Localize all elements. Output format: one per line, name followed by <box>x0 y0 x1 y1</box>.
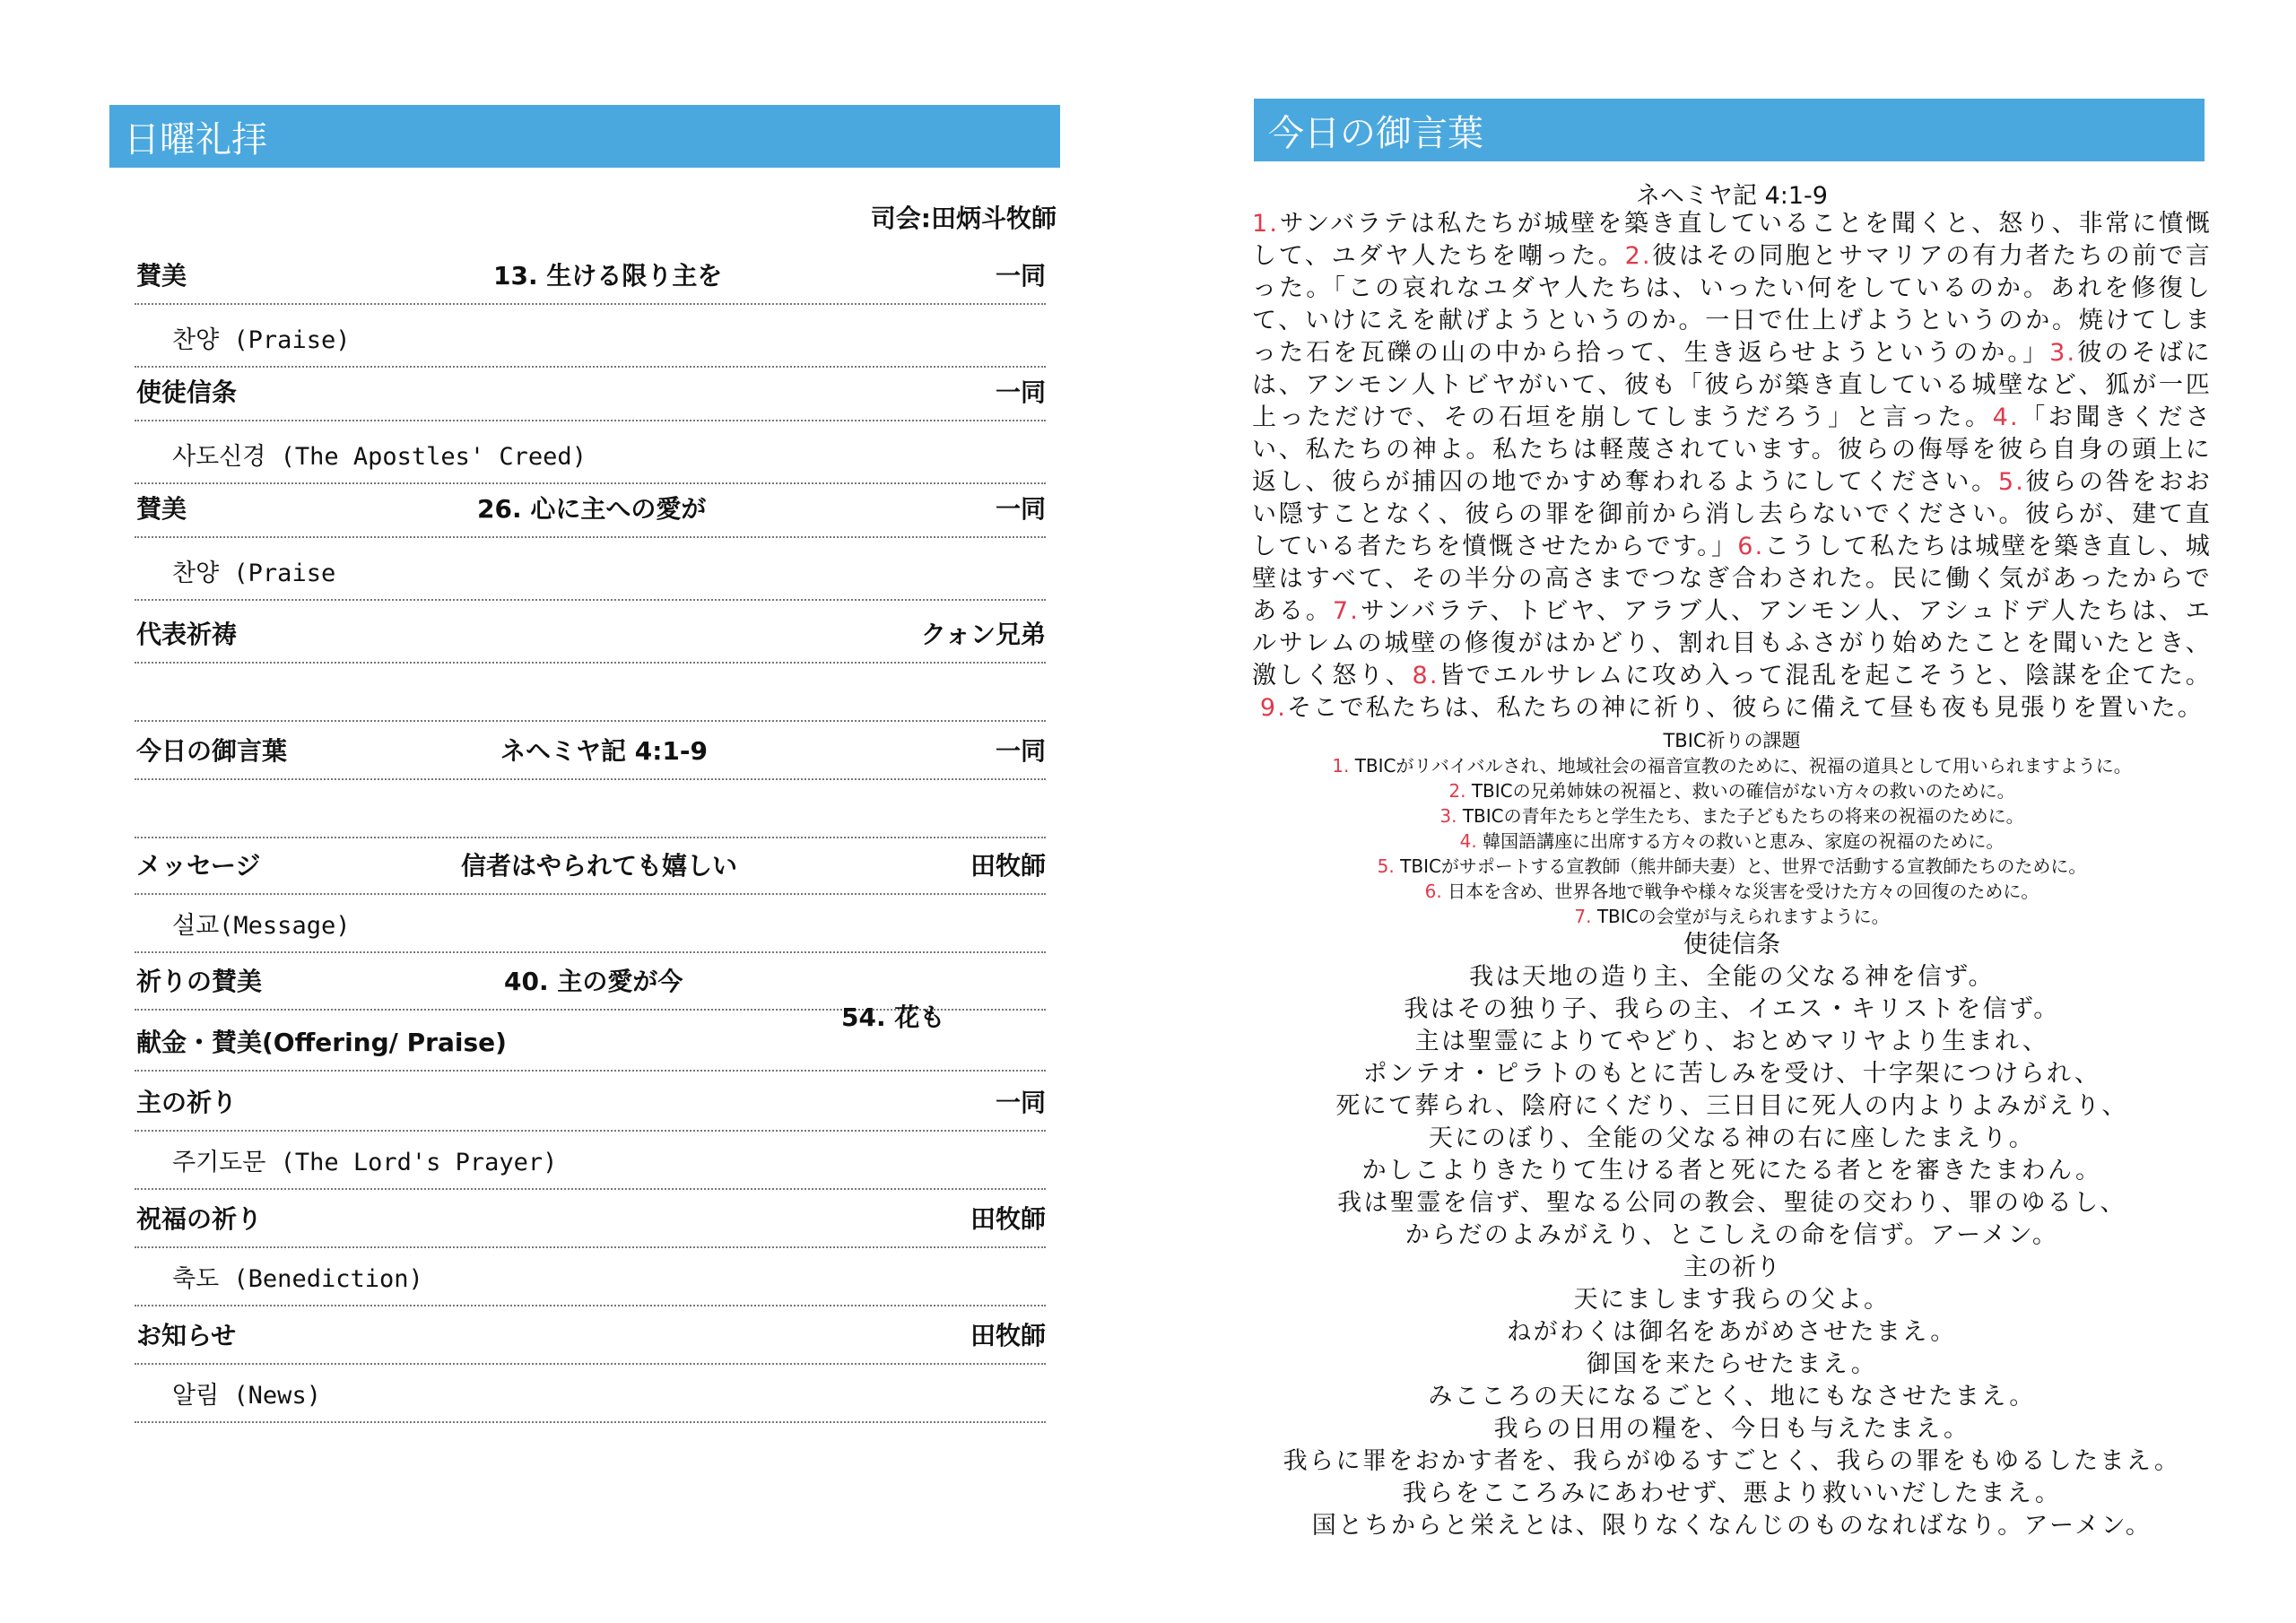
order-item-detail: 54. 花も <box>841 1002 945 1032</box>
verse-number: 6. <box>1737 533 1765 560</box>
order-row <box>135 251 1046 305</box>
lords-prayer-line: ねがわくは御名をあがめさせたまえ。 <box>1507 1318 1957 1346</box>
order-row <box>135 1309 1046 1365</box>
verse-text: 彼のそばには、アンモン人トビヤがいて、彼も「彼らが築き直している城壁など、狐が一匹上っただけで、その石垣を崩してしまうだろう」と言った。 <box>1252 339 2212 431</box>
prayer-number: 2. <box>1448 780 1466 802</box>
prayer-requests-title: TBIC祈りの課題 <box>1663 730 1801 751</box>
order-item-leader: 田牧師 <box>970 851 1046 881</box>
order-row <box>135 425 1046 484</box>
prayer-item <box>1252 904 2212 929</box>
prayer-item <box>1252 829 2212 854</box>
order-row <box>135 783 1046 838</box>
verse-number: 7. <box>1332 597 1361 625</box>
prayer-item <box>1252 803 2212 829</box>
order-item-detail: 信者はやられても嬉しい <box>461 851 738 881</box>
order-item-subtitle: 찬양 (Praise <box>172 560 336 587</box>
lords-prayer-line: 国とちからと栄えとは、限りなくなんじのものなればなり。アーメン。 <box>1311 1512 2152 1540</box>
order-row <box>135 898 1046 953</box>
order-item-leader: クォン兄弟 <box>920 620 1046 649</box>
order-row <box>135 1002 1046 1072</box>
creed-text <box>1252 961 2212 1252</box>
prayer-requests-list <box>1252 753 2212 929</box>
verse-text: そこで私たちは、私たちの神に祈り、彼らに備えて昼も夜も見張りを置いた。 <box>1287 694 2205 722</box>
right-column <box>1252 176 2212 1542</box>
creed-line: 我は聖霊を信ず、聖なる公同の教会、聖徒の交わり、罪のゆるし、 <box>1337 1189 2126 1217</box>
order-item-subtitle: 축도 (Benediction) <box>172 1265 423 1293</box>
creed-title: 使徒信条 <box>1683 931 1780 959</box>
prayer-text: 日本を含め、世界各地で戦争や様々な災害を受けた方々の回復のために。 <box>1448 881 2039 902</box>
creed-line: 死にて葬られ、陰府にくだり、三日目に死人の内よりよみがえり、 <box>1335 1092 2128 1120</box>
order-item-detail: 40. 主の愛が今 <box>504 967 683 996</box>
prayer-number: 1. <box>1332 755 1350 777</box>
prayer-text: TBICがサポートする宣教師（熊井師夫妻）と、世界で活動する宣教師たちのために。 <box>1400 855 2087 877</box>
order-row <box>135 1076 1046 1132</box>
prayer-text: TBICの青年たちと学生たち、また子どもたちの将来の祝福のために。 <box>1462 805 2024 827</box>
prayer-item <box>1252 753 2212 778</box>
order-item-leader: 一同 <box>995 494 1046 524</box>
prayer-text: TBICがリバイバルされ、地域社会の福音宣教のために、祝福の道具として用いられますように。 <box>1354 755 2132 777</box>
order-item-subtitle: 사도신경 (The Apostles' Creed) <box>172 443 587 471</box>
verse-text: 「お聞きください、私たちの神よ。私たちは軽蔑されています。彼らの侮辱を彼ら自身の頭上に返し、彼らが捕囚の地でかすめ奪われるようにしてください。 <box>1252 404 2213 496</box>
order-item-detail: 26. 心に主への愛が <box>477 494 707 524</box>
lords-prayer-line: 天にまします我らの父よ。 <box>1573 1286 1891 1314</box>
order-row <box>135 1134 1046 1190</box>
order-item-leader: 一同 <box>995 378 1046 407</box>
verse-number: 2. <box>1624 242 1652 270</box>
verse-number: 5. <box>1997 468 2026 496</box>
order-item-title: 祈りの賛美 <box>136 967 263 996</box>
scripture-text <box>1252 208 2212 725</box>
order-item-leader: 一同 <box>995 736 1046 766</box>
order-row <box>135 604 1046 664</box>
order-item-title: メッセージ <box>136 851 261 881</box>
lords-prayer-line: 我らをこころみにあわせず、悪より救いいだしたまえ。 <box>1402 1480 2062 1507</box>
order-item-title: 祝福の祈り <box>136 1204 263 1234</box>
prayer-text: TBICの兄弟姉妹の祝福と、救いの確信がない方々の救いのために。 <box>1471 780 2015 802</box>
prayer-item <box>1252 778 2212 803</box>
right-header-title: 今日の御言葉 <box>1268 112 1483 154</box>
lords-prayer-line: みこころの天になるごとく、地にもなさせたまえ。 <box>1428 1383 2036 1410</box>
creed-line: 我はその独り子、我らの主、イエス・キリストを信ず。 <box>1404 995 2060 1023</box>
prayer-item <box>1252 854 2212 879</box>
lords-prayer-line: 我らの日用の糧を、今日も与えたまえ。 <box>1493 1415 1970 1443</box>
order-row <box>135 841 1046 895</box>
order-item-leader: 田牧師 <box>970 1321 1046 1350</box>
order-item-subtitle: 찬양 (Praise) <box>172 326 351 354</box>
creed-line: 我は天地の造り主、全能の父なる神を信ず。 <box>1469 963 1995 991</box>
creed-line: かしこよりきたりて生ける者と死にたる者とを審きたまわん。 <box>1361 1157 2102 1185</box>
order-item-title: 賛美 <box>136 494 187 524</box>
order-item-title: 献金・賛美(Offering/ Praise) <box>136 1028 507 1057</box>
order-row <box>135 666 1046 722</box>
order-row <box>135 1251 1046 1306</box>
verse-number: 9. <box>1259 694 1288 722</box>
order-item-title: 使徒信条 <box>136 378 238 407</box>
order-item-title: 主の祈り <box>136 1088 238 1117</box>
creed-line: ポンテオ・ピラトのもとに苦しみを受け、十字架につけられ、 <box>1362 1060 2101 1088</box>
order-item-leader: 一同 <box>995 1088 1046 1117</box>
left-header-title: 日曜礼拝 <box>124 118 267 161</box>
verse-number: 3. <box>2049 339 2077 367</box>
order-item-leader: 田牧師 <box>970 1204 1046 1234</box>
prayer-number: 3. <box>1439 805 1457 827</box>
prayer-number: 4. <box>1459 830 1477 852</box>
prayer-number: 6. <box>1424 881 1442 902</box>
lords-prayer-text <box>1252 1284 2212 1542</box>
prayer-text: 韓国語講座に出席する方々の救いと恵み、家庭の祝福のために。 <box>1483 830 2005 852</box>
verse-number: 4. <box>1992 404 2020 431</box>
verse-number: 8. <box>1412 662 1439 690</box>
order-row <box>135 542 1046 601</box>
order-row <box>135 726 1046 780</box>
order-item-detail: ネヘミヤ記 4:1-9 <box>500 736 709 766</box>
prayer-number: 5. <box>1377 855 1395 877</box>
order-item-title: 代表祈祷 <box>136 620 238 649</box>
order-item-title: 賛美 <box>136 261 187 291</box>
verse-text: 彼らの咎をおおい隠すことなく、彼らの罪を御前から消し去らないでください。彼らが、建て直している者たちを憤慨させたからです。」 <box>1252 468 2212 560</box>
officiant-label: 司会:田炳斗牧師 <box>870 204 1057 233</box>
creed-line: からだのよみがえり、とこしえの命を信ず。アーメン。 <box>1405 1221 2059 1249</box>
left-section-header <box>109 105 1060 168</box>
verse-text: サンバラテ、トビヤ、アラブ人、アンモン人、アシュドデ人たちは、エルサレムの城壁の修復がはかどり、割れ目もふさがり始めたことを聞いたとき、激しく怒り、 <box>1252 597 2212 690</box>
right-section-header <box>1254 99 2205 161</box>
order-item-detail: 13. 生ける限り主を <box>493 261 723 291</box>
verse-text: 彼はその同胞とサマリアの有力者たちの前で言った。「この哀れなユダヤ人たちは、いったい何をしているのか。あれを修復して、いけにえを献げようというのか。一日で仕上げようというのか。焼けてしまった石を瓦礫の山の中から拾って、生き返らせようというのか。」 <box>1252 242 2212 367</box>
prayer-number: 7. <box>1574 906 1592 927</box>
order-row <box>135 371 1046 421</box>
order-row <box>135 1193 1046 1248</box>
order-item-title: 今日の御言葉 <box>136 736 288 766</box>
creed-line: 主は聖霊によりてやどり、おとめマリヤより生まれ、 <box>1414 1028 2049 1055</box>
order-row <box>135 308 1046 368</box>
lords-prayer-title: 主の祈り <box>1683 1254 1780 1281</box>
order-item-subtitle: 설교(Message) <box>172 912 351 940</box>
prayer-item <box>1252 879 2212 904</box>
order-item-leader: 一同 <box>995 261 1046 291</box>
order-item-subtitle: 알림 (News) <box>172 1382 321 1410</box>
verse-text: 皆でエルサレムに攻め入って混乱を起こそうと、陰謀を企てた。 <box>1439 662 2213 690</box>
order-item-title: お知らせ <box>136 1321 237 1350</box>
scripture-title: ネヘミヤ記 4:1-9 <box>1636 182 1828 210</box>
order-item-subtitle: 주기도문 (The Lord's Prayer) <box>172 1149 558 1176</box>
order-row <box>135 488 1046 538</box>
verse-text: こうして私たちは城壁を築き直し、城壁はすべて、その半分の高さまでつなぎ合わされた。民に働く気があったからである。 <box>1252 533 2212 625</box>
verse-number: 1. <box>1252 210 1280 238</box>
creed-line: 天にのぼり、全能の父なる神の右に座したまえり。 <box>1428 1124 2036 1152</box>
verse-text: サンバラテは私たちが城壁を築き直していることを聞くと、怒り、非常に憤慨して、ユダヤ人たちを嘲った。 <box>1252 210 2212 270</box>
order-row <box>135 1367 1046 1423</box>
lords-prayer-line: 我らに罪をおかす者を、我らがゆるすごとく、我らの罪をもゆるしたまえ。 <box>1283 1447 2181 1475</box>
lords-prayer-line: 御国を来たらせたまえ。 <box>1586 1350 1878 1378</box>
prayer-text: TBICの会堂が与えられますように。 <box>1596 906 1890 927</box>
